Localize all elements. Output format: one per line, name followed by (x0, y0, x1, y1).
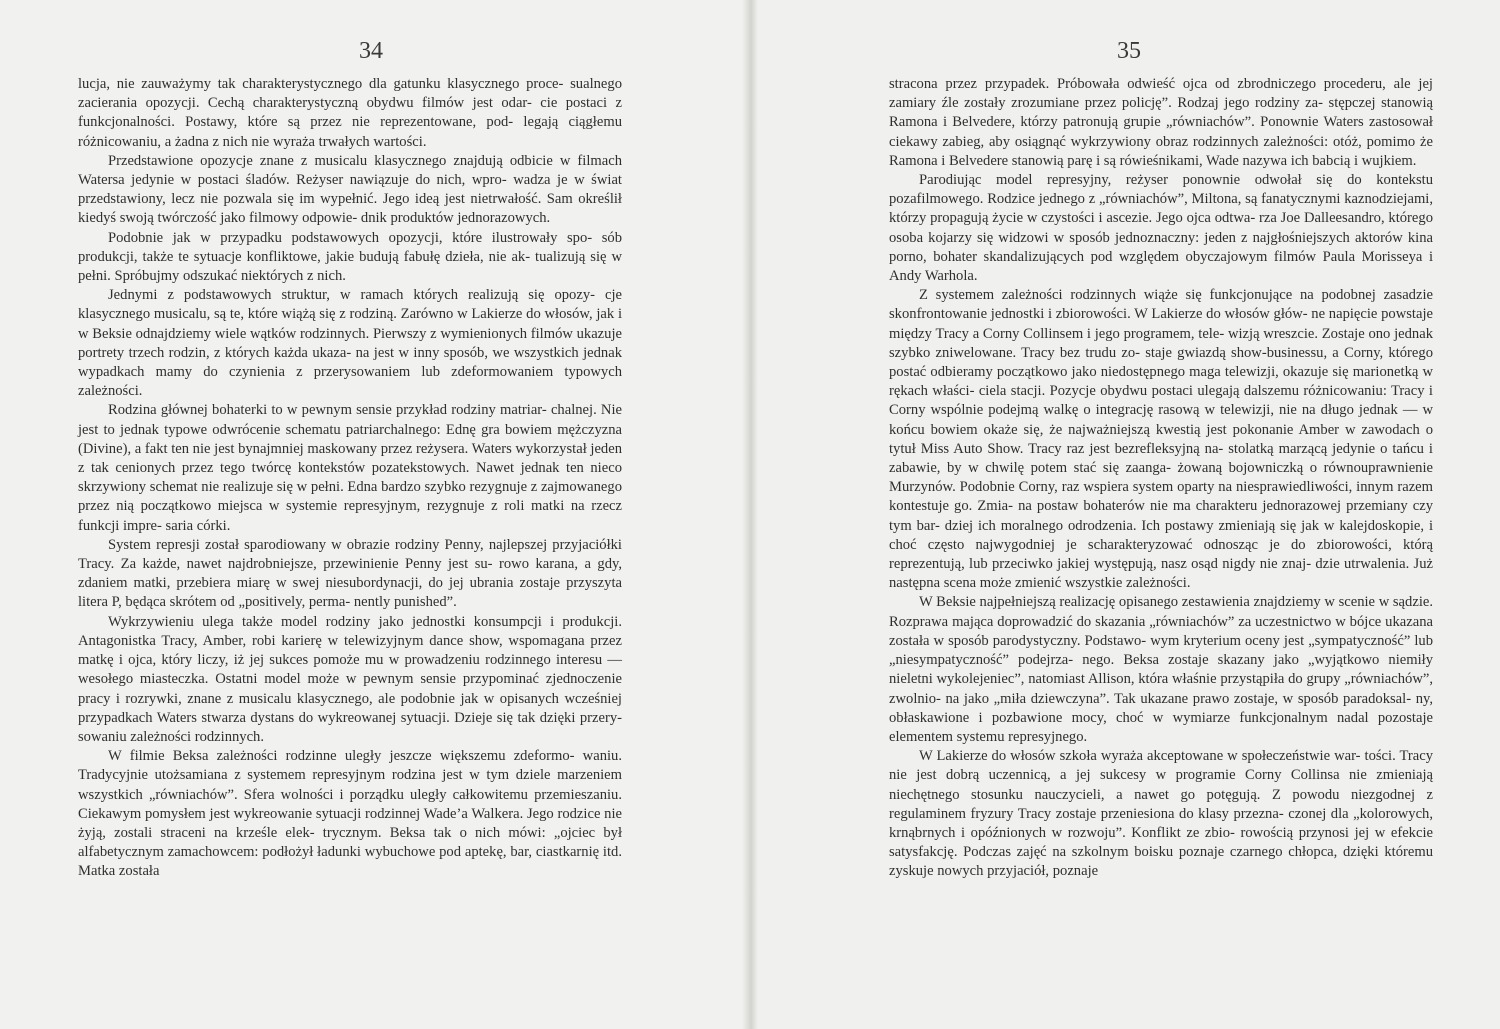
paragraph: Jednymi z podstawowych struktur, w ramach których realizują się opozy- cje klasycznego musicalu, są te, które wiążą się z rodziną. Zarówno w Lakierze do włosów, jak i w Beksie odnajdziemy wiele wątków rodzinnych. Pierwszy z wymienionych filmów ukazuje portrety trzech rodzin, z których każda ukaza- na jest w inny sposób, we wszystkich jednak wypadkach mamy do czynienia z przerysowaniem lub zdeformowaniem typowych zależności. (78, 287, 622, 400)
paragraph: Parodiując model represyjny, reżyser ponownie odwołał się do kontekstu pozafilmowego. Rodzice jednego z „równiachów”, Miltona, są fanatycznymi kaznodziejami, którzy propagują życie w czystości i ascezie. Jego ojca odtwa- rza Joe Dalleesandro, którego osoba kojarzy się widzowi w sposób jednoznaczny: jeden z najgłośniejszych aktorów kina porno, bohater skandalizujących pod względem obyczajowym filmów Paula Morisseya i Andy Warhola. (889, 172, 1433, 285)
paragraph: Z systemem zależności rodzinnych wiąże się funkcjonujące na podobnej zasadzie skonfrontowanie jednostki i zbiorowości. W Lakierze do włosów głów- ne napięcie powstaje między Tracy a Corny Collinsem i jego programem, tele- wizją wreszcie. Zostaje ono jednak szybko zniwelowane. Tracy bez trudu zo- staje gwiazdą show-businessu, a Corny, którego postać odbieramy początkowo jako niedostępnego maga telewizji, okazuje się marionetką w rękach właści- ciela stacji. Pozycje obydwu postaci ulegają dalszemu różnicowaniu: Tracy i Corny wspólnie podejmą walkę o integrację rasową w telewizji, nie na długo jednak — w końcu bowiem okaże się, że najważniejszą kwestią jest pokonanie Amber w zawodach o tytuł Miss Auto Show. Tracy raz jest bezrefleksyjną na- stolatką marzącą jedynie o tańcu i zabawie, by w chwilę potem stać się zaanga- żowaną bojowniczką o równouprawnienie Murzynów. Podobnie Corny, raz wspiera system oparty na niesprawiedliwości, innym razem kontestuje go. Zmia- na postaw bohaterów nie ma charakteru jednorazowej przemiany czy tym bar- dziej ich moralnego odrodzenia. Ich postawy zmieniają się jak w kalejdoskopie, i choć często najwygodniej je scharakteryzować odnosząc je do zbiorowości, którą reprezentują, lub przeciwko jakiej występują, nasz osąd nigdy nie znaj- dzie utrwalenia. Już następna scena może zmienić wszystkie zależności. (889, 287, 1433, 592)
paragraph: Przedstawione opozycje znane z musicalu klasycznego znajdują odbicie w filmach Watersa jedynie w postaci śladów. Reżyser nawiązuje do nich, wpro- wadza je w świat przedstawiony, lecz nie pozwala się im wypełnić. Jego ideą jest nietrwałość. Sam określił kiedyś swoją twórczość jako filmowy odpowie- dnik produktów jednorazowych. (78, 152, 622, 227)
left-page (0, 0, 742, 1029)
page-text (889, 75, 1433, 882)
paragraph: Rodzina głównej bohaterki to w pewnym sensie przykład rodziny matriar- chalnej. Nie jest to jednak typowe odwrócenie schematu patriarchalnego: Ednę gra bowiem mężczyzna (Divine), a fakt ten nie jest bynajmniej maskowany przez reżysera. Waters wykorzystał jeden z tak cenionych przez tego twórcę kontekstów pozatekstowych. Nawet jednak ten nieco skrzywiony schemat nie realizuje się w pełni. Edna bardzo szybko rezygnuje z zajmowanego przez nią początkowo miejsca w systemie represyjnym, rezygnuje z roli matki na rzecz funkcji impre- saria córki. (78, 402, 622, 534)
page-number: 34 (359, 38, 383, 64)
page-number: 35 (1117, 38, 1141, 64)
right-page (758, 0, 1500, 1029)
paragraph: Podobnie jak w przypadku podstawowych opozycji, które ilustrowały spo- sób produkcji, także te sytuacje konfliktowe, jakie budują fabułę dzieła, nie ak- tualizują się w pełni. Spróbujmy odszukać niektórych z nich. (78, 229, 622, 285)
paragraph: W Beksie najpełniejszą realizację opisanego zestawienia znajdziemy w scenie w sądzie. Rozprawa mająca doprowadzić do skazania „równiachów” za uczestnictwo w bójce ukazana została w sposób parodystyczny. Podstawo- wym kryterium oceny jest „sympatyczność” lub „niesympatyczność” podejrza- nego. Beksa zostaje skazany jako „wyjątkowo niemiły nieletni wykolejeniec”, natomiast Allison, która właśnie przystąpiła do grupy „równiachów”, zwolnio- na jako „miła dziewczyna”. Tak ukazane prawo zostaje, w sposób paradoksal- ny, obłaskawione i pozbawione mocy, choć w wymiarze funkcjonalnym nadal pozostaje elementem systemu represyjnego. (889, 594, 1433, 745)
page-text (78, 75, 622, 882)
paragraph: stracona przez przypadek. Próbowała odwieść ojca od zbrodniczego procederu, ale jej zamiary źle zostały zrozumiane przez policję”. Rodzaj jego rodziny za- stępczej stanowią Ramona i Belvedere, którzy patronują grupie „równiachów”. Ponownie Waters zastosował ciekawy zabieg, aby osiągnąć wykrzywiony obraz rodzinnych zależności: otóż, pomimo że Ramona i Belvedere stanowią parę i są rówieśnikami, Wade nazywa ich babcią i wujkiem. (889, 76, 1433, 169)
paragraph: W filmie Beksa zależności rodzinne uległy jeszcze większemu zdeformo- waniu. Tradycyjnie utożsamiana z systemem represyjnym rodzina jest w tym dziele marzeniem wszystkich „równiachów”. Sfera wolności i porządku uległy całkowitemu przemieszaniu. Ciekawym pomysłem jest wykreowanie sytuacji rodzinnej Wade’a Walkera. Jego rodzice nie żyją, zostali straceni na krześle elek- trycznym. Beksa tak o nich mówi: „ojciec był alfabetycznym zamachowcem: podłożył ładunki wybuchowe pod aptekę, bar, ciastkarnię itd. Matka została (78, 748, 622, 880)
book-gutter (742, 0, 758, 1029)
paragraph: System represji został sparodiowany w obrazie rodziny Penny, najlepszej przyjaciółki Tracy. Za każde, nawet najdrobniejsze, przewinienie Penny jest su- rowo karana, a gdy, zdaniem matki, przebiera miarę w swej niesubordynacji, do jej ubrania zostaje przyszyta litera P, będąca skrótem od „positively, perma- nently punished”. (78, 536, 622, 611)
paragraph: lucja, nie zauważymy tak charakterystycznego dla gatunku klasycznego proce- sualnego zacierania opozycji. Cechą charakterystyczną obydwu filmów jest odar- cie postaci z funkcjonalności. Postawy, które są przez nie reprezentowane, pod- legają ciągłemu różnicowaniu, a żadna z nich nie wyraża trwałych wartości. (78, 76, 622, 150)
paragraph: Wykrzywieniu ulega także model rodziny jako jednostki konsumpcji i produkcji. Antagonistka Tracy, Amber, robi karierę w telewizyjnym dance show, wspomagana przez matkę i ojca, który liczy, iż jej sukces pomoże mu w prowadzeniu rodzinnego interesu — wesołego miasteczka. Ostatni model może w pewnym sensie przypominać zjednoczenie pracy i rozrywki, znane z musicalu klasycznego, ale podobnie jak w opisanych wcześniej przypadkach Waters stwarza dystans do wykreowanej sytuacji. Dzieje się tak dzięki przery- sowaniu zależności rodzinnych. (78, 613, 622, 745)
paragraph: W Lakierze do włosów szkoła wyraża akceptowane w społeczeństwie war- tości. Tracy nie jest dobrą uczennicą, a jej sukcesy w programie Corny Collinsa nie zmieniają niechętnego stosunku nauczycieli, a nawet go potęgują. Z powodu niezgodnej z regulaminem fryzury Tracy zostaje przeniesiona do klasy przezna- czonej dla „kolorowych, krnąbrnych i opóźnionych w rozwoju”. Konflikt ze zbio- rowością przynosi jej w efekcie satysfakcję. Podczas zajęć na szkolnym boisku poznaje czarnego chłopca, dzięki któremu zyskuje nowych przyjaciół, poznaje (889, 748, 1433, 880)
